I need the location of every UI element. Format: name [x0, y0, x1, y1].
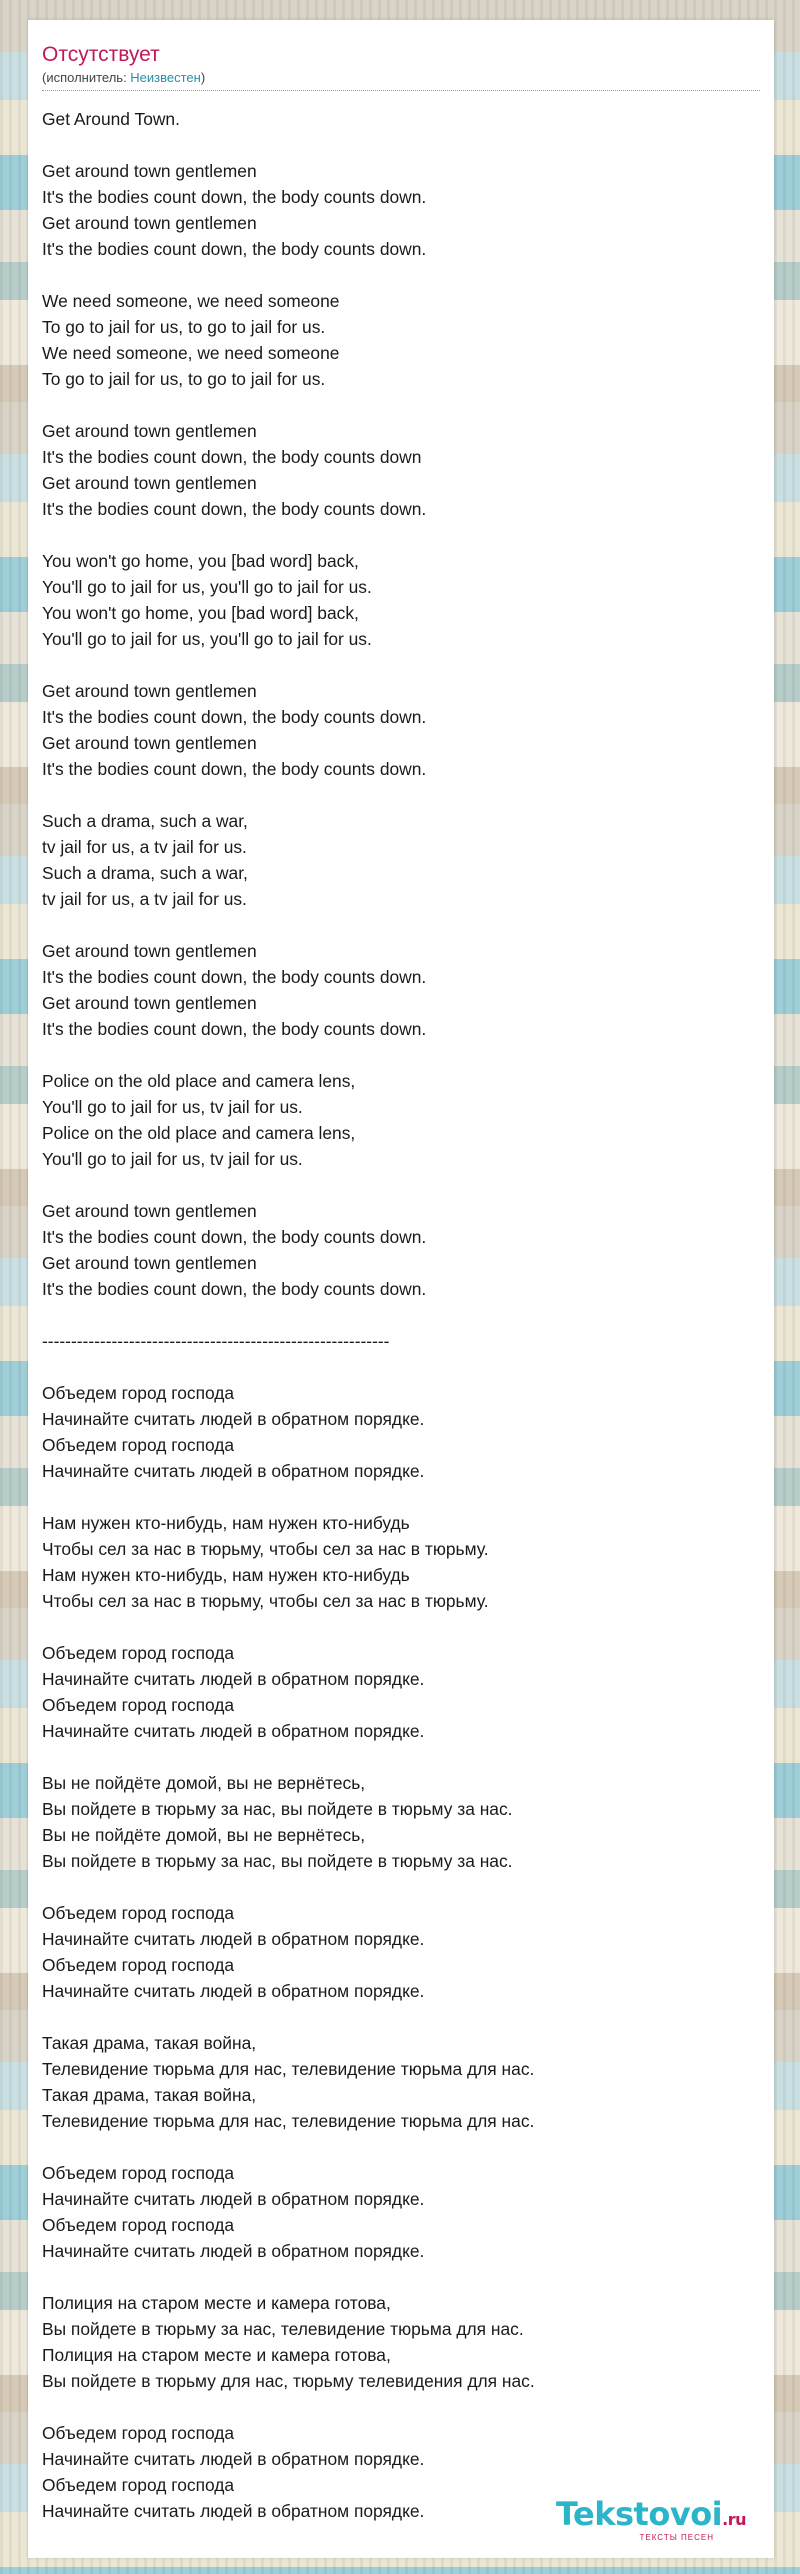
site-logo[interactable] [556, 2497, 746, 2542]
song-title: Отсутствует [42, 43, 160, 66]
artist-link[interactable]: Неизвестен [130, 70, 201, 85]
lyrics-text: Get Around Town. Get around town gentlemen It's the bodies count down, the body counts down. Get around town gentlemen It's the bodies count down, the body counts down. We need someone, we need someone To go to jail for us, to go to jail for us. We need someone, we need someone To go to jail for us, to go to jail for us. Get around town gentlemen It's the bodies count down, the body counts down Get around town gentlemen It's the bodies count down, the body counts down. You won't go home, you [bad word] back, You'll go to jail for us, you'll go to jail for us. You won't go home, you [bad word] back, You'll go to jail for us, you'll go to jail for us. Get around town gentlemen It's the bodies count down, the body counts down. Get around town gentlemen It's the bodies count down, the body counts down. Such a drama, such a war, tv jail for us, a tv jail for us. Such a drama, such a war, tv jail for us, a tv jail for us. Get around town gentlemen It's the bodies count down, the body counts down. Get around town gentlemen It's the bodies count down, the body counts down. Police on the old place and camera lens, You'll go to jail for us, tv jail for us. Police on the old place and camera lens, You'll go to jail for us, tv jail for us. Get around town gentlemen It's the bodies count down, the body counts down. Get around town gentlemen It's the bodies count down, the body counts down. ------------------------------------------------------------ Объедем город господа Начинайте считать людей в обратном порядке. Объедем город господа Начинайте считать людей в обратном порядке. Нам нужен кто-нибудь, нам нужен кто-нибудь Чтобы сел за нас в тюрьму, чтобы сел за нас в тюрьму. Нам нужен кто-нибудь, нам нужен кто-нибудь Чтобы сел за нас в тюрьму, чтобы сел за нас в тюрьму. Объедем город господа Начинайте считать людей в обратном порядке. Объедем город господа Начинайте считать людей в обратном порядке. Вы не пойдёте домой, вы не вернётесь, Вы пойдете в тюрьму за нас, вы пойдете в тюрьму за нас. Вы не пойдёте домой, вы не вернётесь, Вы пойдете в тюрьму за нас, вы пойдете в тюрьму за нас. Объедем город господа Начинайте считать людей в обратном порядке. Объедем город господа Начинайте считать людей в обратном порядке. Такая драма, такая война, Телевидение тюрьма для нас, телевидение тюрьма для нас. Такая драма, такая война, Телевидение тюрьма для нас, телевидение тюрьма для нас. Объедем город господа Начинайте считать людей в обратном порядке. Объедем город господа Начинайте считать людей в обратном порядке. Полиция на старом месте и камера готова, Вы пойдете в тюрьму за нас, телевидение тюрьма для нас. Полиция на старом месте и камера готова, Вы пойдете в тюрьму для нас, тюрьму телевидения для нас. Объедем город господа Начинайте считать людей в обратном порядке. Объедем город господа Начинайте считать людей в обратном порядке. [42, 109, 535, 2521]
artist-line [42, 70, 760, 86]
song-header [42, 42, 760, 91]
header-divider [42, 90, 760, 91]
logo-tld: .ru [722, 2510, 746, 2529]
artist-prefix: (исполнитель: [42, 70, 131, 85]
logo-wordmark [556, 2497, 746, 2537]
artist-suffix: ) [200, 70, 206, 85]
logo-tagline: ТЕКСТЫ ПЕСЕН [639, 2533, 714, 2542]
lyrics-card [28, 20, 774, 2558]
logo-main-text: Tekstovoi [555, 2495, 723, 2533]
